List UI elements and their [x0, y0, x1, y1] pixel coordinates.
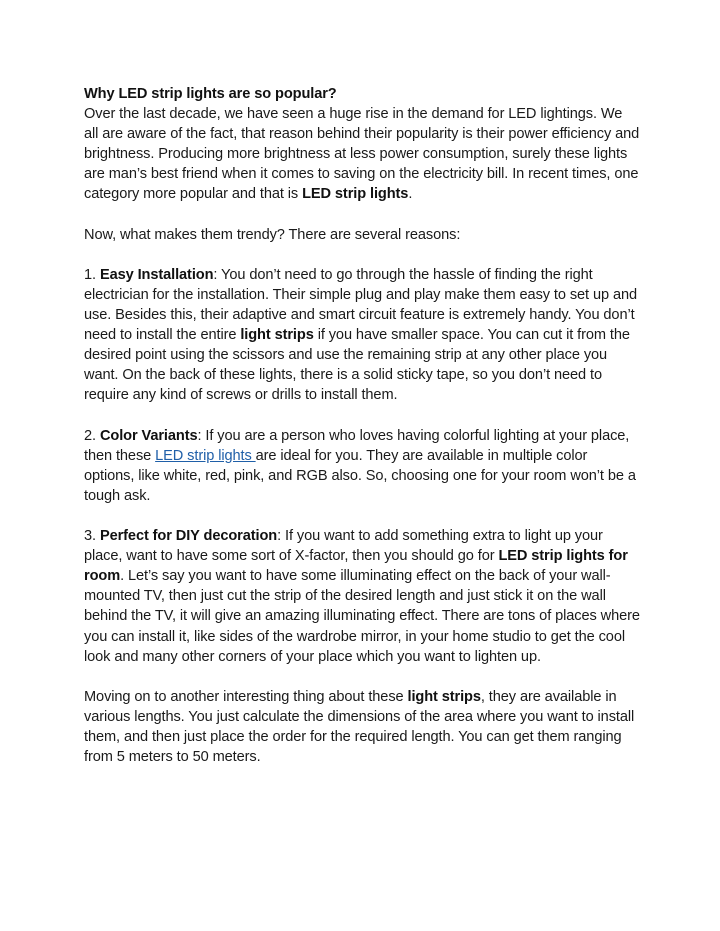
closing-bold-light-strips: light strips — [407, 688, 481, 705]
closing-text-1: Moving on to another interesting thing about these — [84, 688, 408, 705]
intro-paragraph — [84, 104, 640, 204]
item-bold-led-strip-lights-for-room: LED strip lights for room — [84, 548, 628, 585]
intro-text-2: . — [408, 186, 413, 203]
paragraph-gap — [84, 667, 640, 687]
reason-item-diy-decoration — [84, 526, 640, 667]
item-number: 3. — [84, 528, 100, 545]
item-title: Easy Installation — [99, 266, 214, 283]
item-text-2: if you have smaller space. You can cut it from the desired point using the scissors and use the remaining strip at any other place you want. On the back of these lights, there is a solid sticky tape, so you don’t need to require any kind of screws or drills to install them. — [84, 327, 630, 404]
closing-text-2: , they are available in various lengths. You just calculate the dimensions of the area where you want to install them, and then just place the order for the required length. You can get them ranging from 5 meters to 50 meters. — [84, 688, 635, 766]
reasons-intro: Now, what makes them trendy? There are several reasons: — [84, 226, 461, 243]
led-strip-lights-link[interactable]: LED strip lights — [155, 447, 256, 464]
item-number: 2. — [84, 427, 100, 444]
item-number: 1. — [84, 266, 100, 283]
closing-paragraph — [84, 687, 640, 767]
item-bold-light-strips: light strips — [240, 327, 314, 344]
item-title: Color Variants — [99, 427, 198, 444]
item-title: Perfect for DIY decoration — [99, 528, 278, 545]
reason-item-color-variants — [84, 426, 640, 506]
item-text-2: are ideal for you. They are available in multiple color options, like white, red, pink, and RGB also. So, choosing one for your room won’t be a tough ask. — [84, 447, 636, 504]
reason-item-easy-installation — [84, 265, 640, 406]
paragraph-gap — [84, 406, 640, 426]
item-text-1: : You don’t need to go through the hassle of finding the right electrician for the installation. Their simple plug and play make them easy to set up and use. Besides this, their adaptive and smart circuit feature is extremely handy. You don’t need to install the entire — [84, 266, 637, 344]
paragraph-gap — [84, 245, 640, 265]
heading-text: Why LED strip lights are so popular? — [84, 86, 337, 102]
article-body — [84, 84, 640, 767]
paragraph-gap — [84, 205, 640, 225]
article-heading — [84, 84, 640, 104]
item-text-1: : If you are a person who loves having colorful lighting at your place, then these — [84, 427, 630, 464]
item-text-1: : If you want to add something extra to light up your place, want to have some sort of X-factor, then you should go for — [84, 528, 603, 565]
item-text-2: . Let’s say you want to have some illuminating effect on the back of your wall-mounted TV, then just cut the strip of the desired length and just stick it on the wall behind the TV, it will give an amazing illuminating effect. There are tons of places where you can install it, like sides of the wardrobe mirror, in your home studio to get the cool look and many other corners of your place which you want to lighten up. — [84, 568, 640, 665]
intro-bold-led-strip-lights: LED strip lights — [302, 186, 409, 203]
paragraph-gap — [84, 506, 640, 526]
intro-text-1: Over the last decade, we have seen a huge rise in the demand for LED lightings. We all are aware of the fact, that reason behind their popularity is their power efficiency and brightness. Producing more brightness at less power consumption, surely these lights are man’s best friend when it comes to saving on the electricity bill. In recent times, one category more popular and that is — [84, 106, 640, 203]
